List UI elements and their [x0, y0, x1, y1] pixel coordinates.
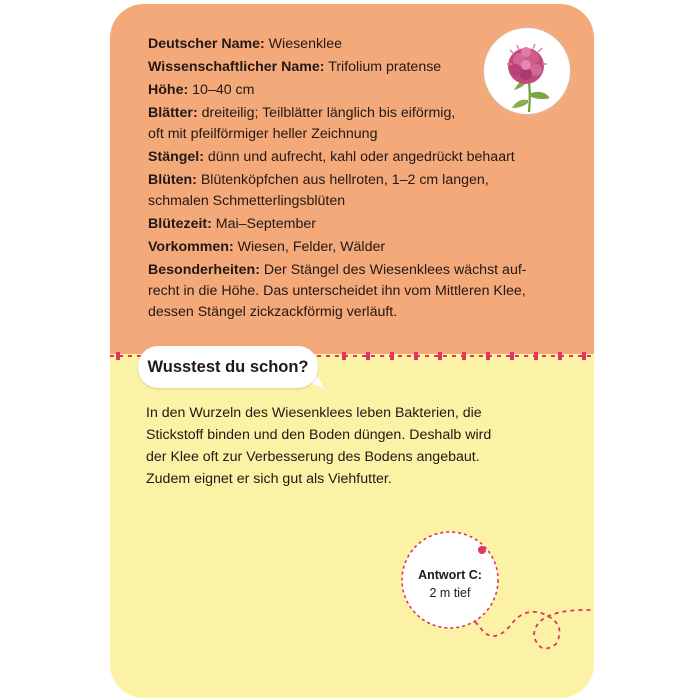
- speech-bubble: [138, 346, 318, 388]
- row-value: Blütenköpfchen aus hellroten, 1–2 cm langen,: [200, 172, 489, 188]
- row-value: dünn und aufrecht, kahl oder angedrückt behaart: [207, 149, 515, 165]
- row-value-continued: oft mit pfeilförmiger heller Zeichnung: [148, 126, 378, 142]
- row-value: 10–40 cm: [192, 82, 255, 98]
- row-value: Mai–September: [215, 216, 316, 232]
- row-label: Besonderheiten:: [148, 262, 260, 278]
- row-value-continued: recht in die Höhe. Das unterscheidet ihn vom Mittleren Klee,: [148, 283, 526, 299]
- row-label: Vorkommen:: [148, 239, 234, 255]
- row-value: dreiteilig; Teilblätter länglich bis eiförmig,: [201, 105, 456, 121]
- answer-label: Antwort C:: [418, 568, 482, 582]
- row-value: Wiesen, Felder, Wälder: [237, 239, 386, 255]
- profile-row-habitat: [148, 237, 568, 258]
- profile-row-blossoms: [148, 170, 568, 212]
- row-label: Stängel:: [148, 149, 204, 165]
- fact-text: [146, 402, 576, 490]
- fact-line: Zudem eignet er sich gut als Viehfutter.: [146, 471, 392, 487]
- fact-line: Stickstoff binden und den Boden düngen. Deshalb wird: [146, 427, 492, 443]
- row-value: Trifolium pratense: [328, 59, 442, 75]
- row-label: Blätter:: [148, 105, 198, 121]
- row-value: Wiesenklee: [268, 36, 342, 52]
- row-label: Blüten:: [148, 172, 197, 188]
- fact-line: der Klee oft zur Verbesserung des Bodens angebaut.: [146, 449, 480, 465]
- profile-row-special-features: [148, 260, 568, 323]
- answer-value: 2 m tief: [429, 586, 471, 600]
- flower-icon: [482, 26, 572, 116]
- row-label: Blütezeit:: [148, 216, 212, 232]
- quiz-heading: Wusstest du schon?: [147, 358, 309, 376]
- row-value-continued: schmalen Schmetterlingsblüten: [148, 193, 346, 209]
- fact-line: In den Wurzeln des Wiesenklees leben Bakterien, die: [146, 405, 482, 421]
- row-value-continued: dessen Stängel zickzackförmig verläuft.: [148, 304, 398, 320]
- profile-row-stem: [148, 147, 568, 168]
- row-value: Der Stängel des Wiesenklees wächst auf-: [263, 262, 527, 278]
- row-label: Deutscher Name:: [148, 36, 265, 52]
- species-card: [110, 4, 594, 698]
- row-label: Höhe:: [148, 82, 189, 98]
- profile-row-flowering-time: [148, 214, 568, 235]
- row-label: Wissenschaftlicher Name:: [148, 59, 325, 75]
